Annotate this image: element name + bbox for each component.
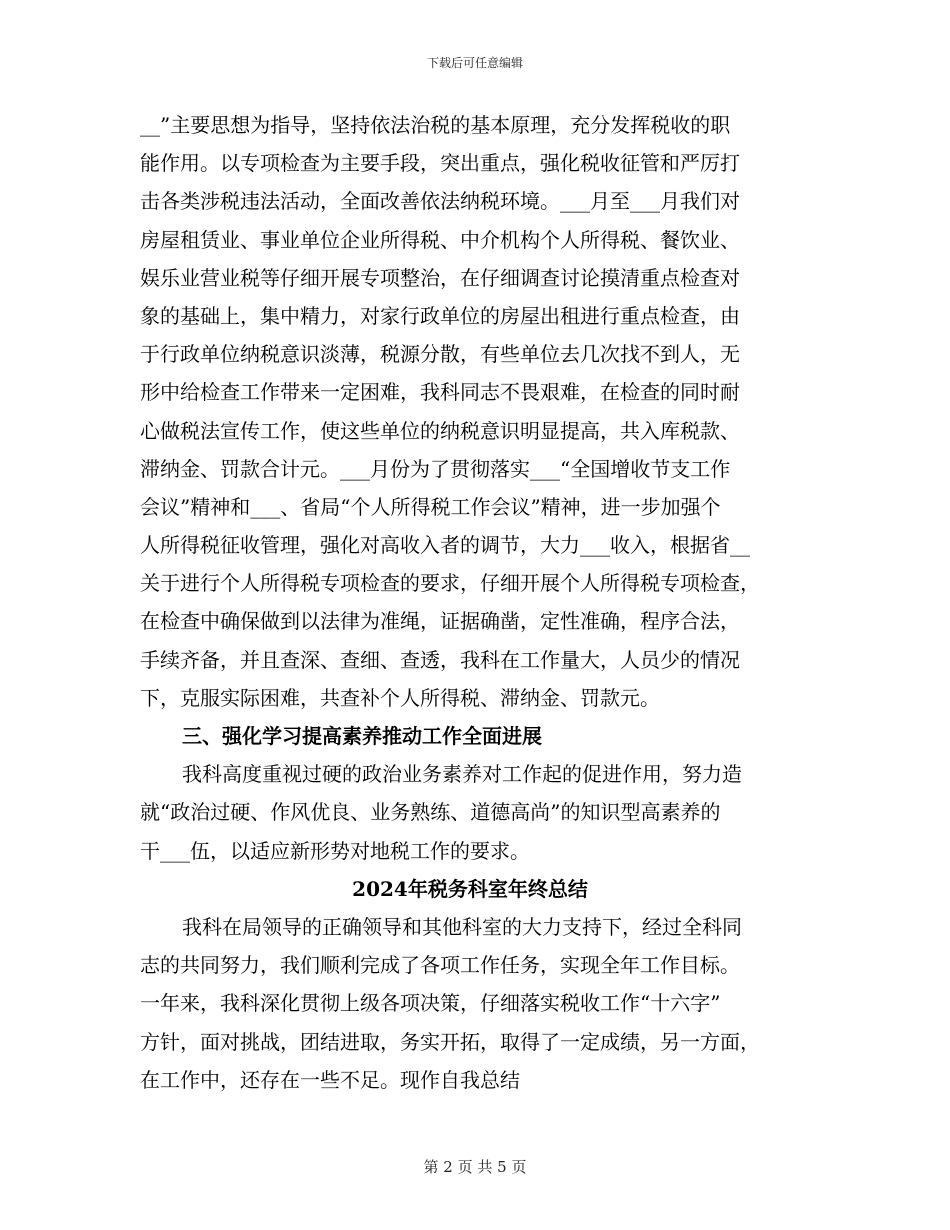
text-line: 我科高度重视过硬的政治业务素养对工作起的促进作用，努力造 <box>182 762 742 787</box>
text-line: 于行政单位纳税意识淡薄，税源分散，有些单位去几次找不到人，无 <box>140 342 740 367</box>
text-line: 我科在局领导的正确领导和其他科室的大力支持下，经过全科同 <box>182 914 742 939</box>
page-header: 下载后可任意编辑 <box>426 56 523 70</box>
text-line: 就“政治过硬、作风优良、业务熟练、道德高尚”的知识型高素养的 <box>140 800 721 825</box>
text-line: 手续齐备，并且查深、查细、查透，我科在工作量大，人员少的情况 <box>140 647 740 672</box>
text-line: __”主要思想为指导，坚持依法治税的基本原理，充分发挥税收的职 <box>140 113 731 137</box>
text-line: 形中给检查工作带来一定困难，我科同志不畏艰难，在检查的同时耐 <box>140 380 740 405</box>
text-line: 会议”精神和___、省局“个人所得税工作会议”精神，进一步加强个 <box>140 494 721 519</box>
text-line: 房屋租赁业、事业单位企业所得税、中介机构个人所得税、餐饮业、 <box>140 227 740 252</box>
document-body <box>140 106 800 1099</box>
text-line: 心做税法宣传工作，使这些单位的纳税意识明显提高，共入库税款、 <box>140 418 740 443</box>
text-line: 在工作中，还存在一些不足。现作自我总结 <box>140 1067 520 1092</box>
text-line: 在检查中确保做到以法律为准绳，证据确凿，定性准确，程序合法， <box>140 609 740 634</box>
text-line: 象的基础上，集中精力，对家行政单位的房屋出租进行重点检查，由 <box>140 303 740 328</box>
section-heading: 三、强化学习提高素养推动工作全面进展 <box>182 724 542 748</box>
text-line: 志的共同努力，我们顺利完成了各项工作任务，实现全年工作目标。 <box>140 953 740 978</box>
section-paragraph <box>140 755 800 870</box>
text-line: 能作用。以专项检查为主要手段，突出重点，强化税收征管和严厉打 <box>140 151 740 176</box>
text-line: 方针，面对挑战，团结进取，务实开拓，取得了一定成绩，另一方面， <box>140 1029 760 1054</box>
text-line: 关于进行个人所得税专项检查的要求，仔细开展个人所得税专项检查， <box>140 571 760 596</box>
paragraph-continuation <box>140 106 800 717</box>
text-line: 滞纳金、罚款合计元。___月份为了贯彻落实___“全国增收节支工作 <box>140 456 731 481</box>
text-line: 一年来，我科深化贯彻上级各项决策，仔细落实税收工作“十六字” <box>140 991 721 1016</box>
text-line: 干___伍，以适应新形势对地税工作的要求。 <box>140 838 530 863</box>
document-title: 2024年税务科室年终总结 <box>352 876 588 901</box>
text-line: 击各类涉税违法活动，全面改善依法纳税环境。___月至___月我们对 <box>140 189 740 214</box>
intro-paragraph <box>140 908 800 1099</box>
text-line: 人所得税征收管理，强化对高收入者的调节，大力___收入，根据省__ <box>140 533 750 558</box>
text-line: 下，克服实际困难，共查补个人所得税、滞纳金、罚款元。 <box>140 685 660 710</box>
page-footer: 第 2 页 共 5 页 <box>423 1158 527 1176</box>
text-line: 娱乐业营业税等仔细开展专项整治，在仔细调查讨论摸清重点检查对 <box>140 265 740 290</box>
